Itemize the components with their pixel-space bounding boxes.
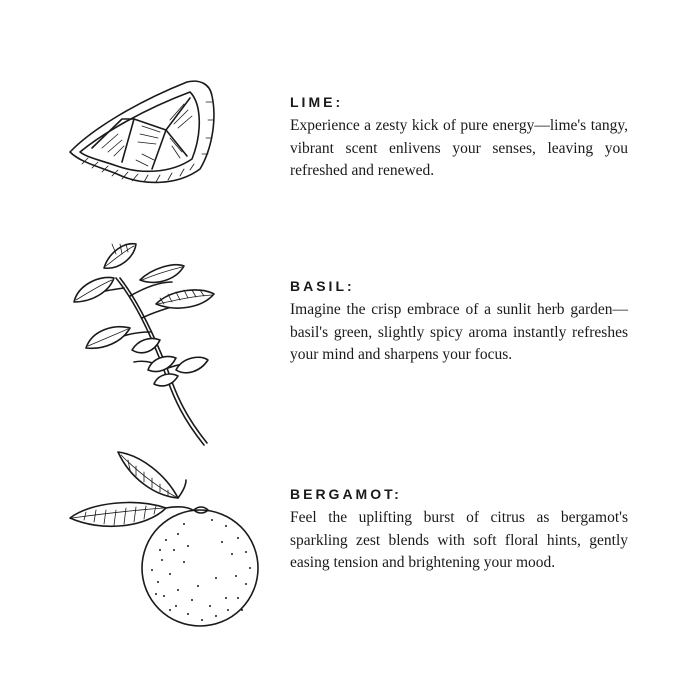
entry-description: Experience a zesty kick of pure energy—lime's tangy, vibrant scent enlivens your senses, leaving you refreshed and renewed. [290,117,628,179]
entry-lime [290,93,628,183]
entry-title: LIME: [290,94,344,110]
entry-description: Imagine the crisp embrace of a sunlit herb garden—basil's green, slightly spicy aroma instantly refreshes your mind and sharpens your focus. [290,301,628,363]
entry-description: Feel the uplifting burst of citrus as bergamot's sparkling zest blends with soft floral hints, gently easing tension and brightening your mood. [290,509,628,571]
bergamot-fruit-icon [66,450,266,630]
entry-basil [290,277,628,367]
entry-title: BASIL: [290,278,355,294]
entry-title: BERGAMOT: [290,486,402,502]
basil-sprig-icon [64,240,224,450]
lime-slice-icon [62,74,222,194]
entry-bergamot [290,485,628,575]
